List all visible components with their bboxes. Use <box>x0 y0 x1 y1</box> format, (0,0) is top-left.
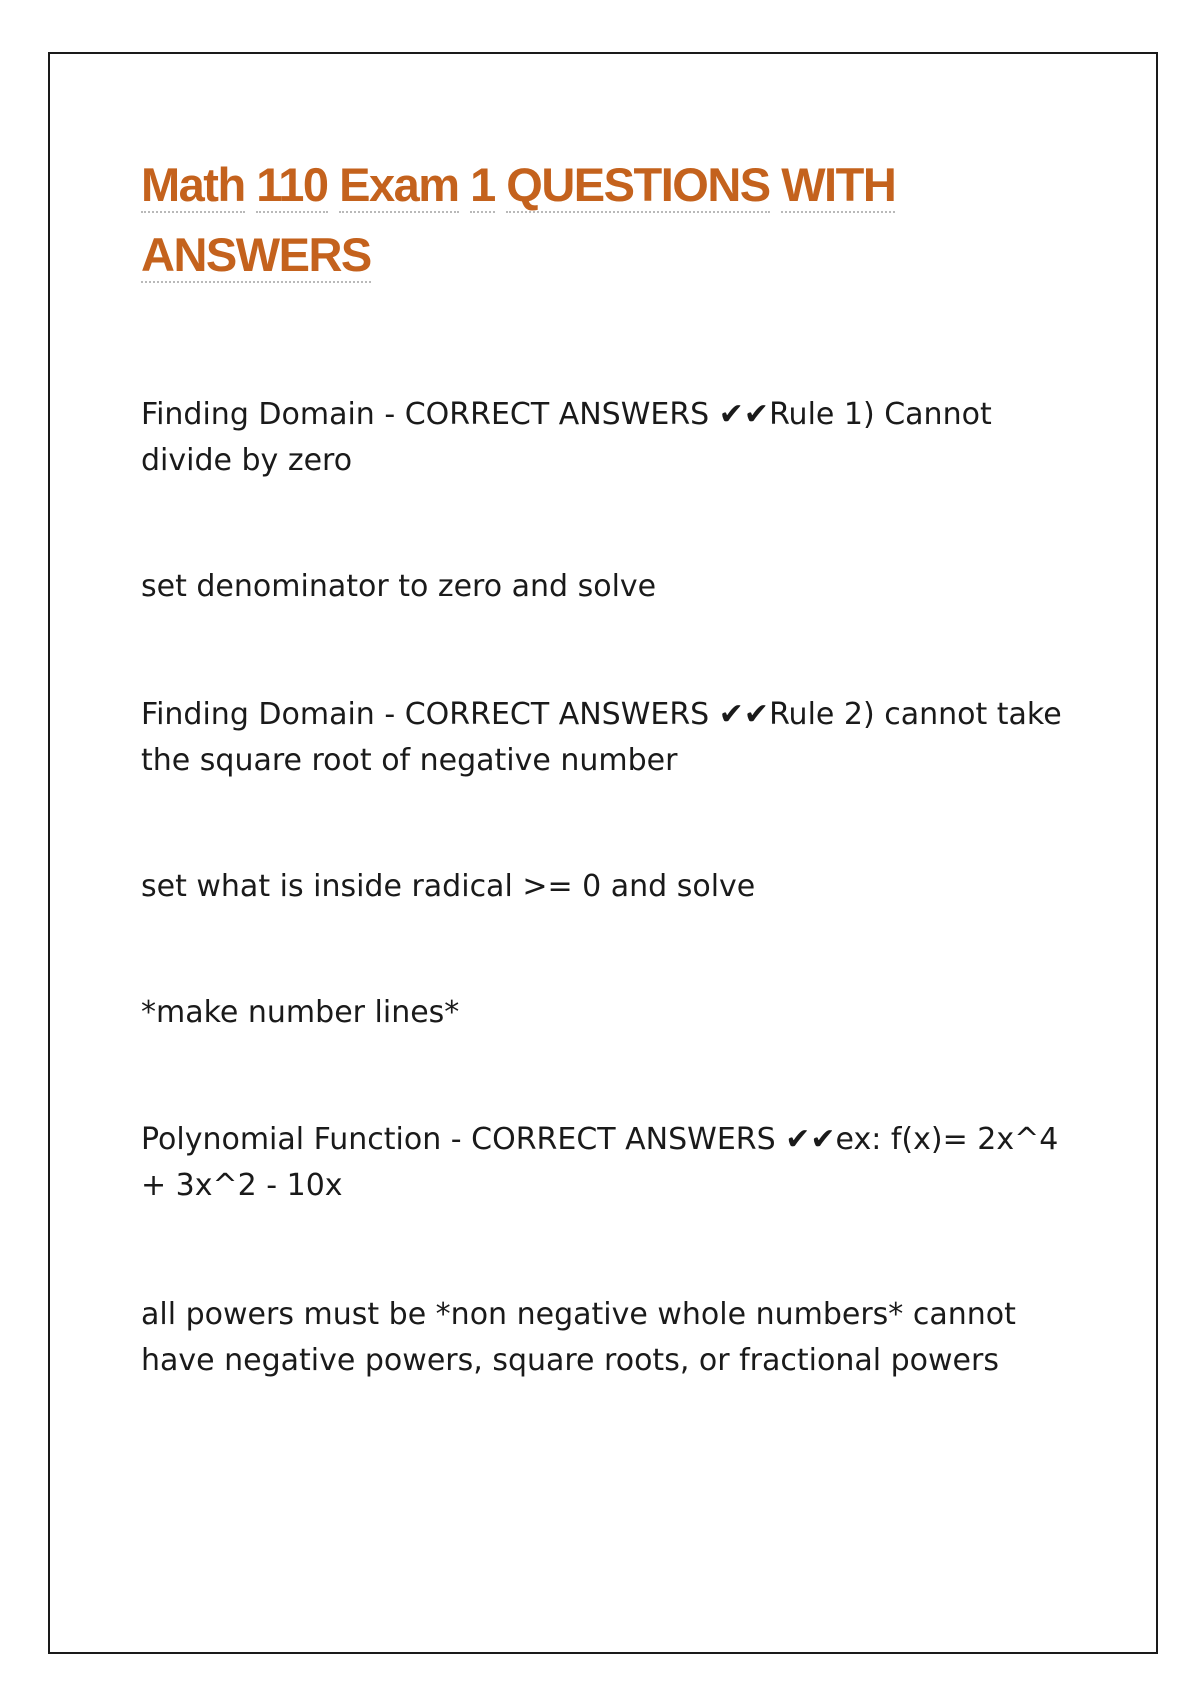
question-label: Finding Domain - CORRECT ANSWERS <box>141 697 710 732</box>
qa-paragraph-3 <box>141 1117 1081 1209</box>
note-paragraph-1: set denominator to zero and solve <box>141 569 657 604</box>
answer-text: Rule 1) Cannot divide by zero <box>141 397 992 478</box>
title-word: QUESTIONS <box>506 158 770 211</box>
document-title <box>141 150 961 290</box>
document-page <box>48 52 1158 1654</box>
note-paragraph-4: all powers must be *non negative whole numbers* cannot have negative powers, square roots, or fractional powers <box>141 1297 1016 1378</box>
question-label: Finding Domain - CORRECT ANSWERS <box>141 397 710 432</box>
title-word: Math <box>141 158 245 211</box>
note-paragraph-2: set what is inside radical >= 0 and solve <box>141 869 756 904</box>
qa-paragraph-1 <box>141 392 1081 484</box>
check-icon: ✔✔ <box>718 397 770 432</box>
note-paragraph-3: *make number lines* <box>141 995 460 1030</box>
qa-paragraph-2 <box>141 692 1081 784</box>
title-word: ANSWERS <box>141 228 371 281</box>
answer-text: Rule 2) cannot take the square root of negative number <box>141 697 1062 778</box>
answer-text: ex: f(x)= 2x^4 + 3x^2 - 10x <box>141 1122 1059 1203</box>
title-word: WITH <box>781 158 896 211</box>
check-icon: ✔✔ <box>718 697 770 732</box>
title-word: 110 <box>256 158 328 211</box>
title-word: Exam <box>339 158 459 211</box>
question-label: Polynomial Function - CORRECT ANSWERS <box>141 1122 776 1157</box>
check-icon: ✔✔ <box>785 1122 836 1157</box>
title-word: 1 <box>470 158 495 211</box>
